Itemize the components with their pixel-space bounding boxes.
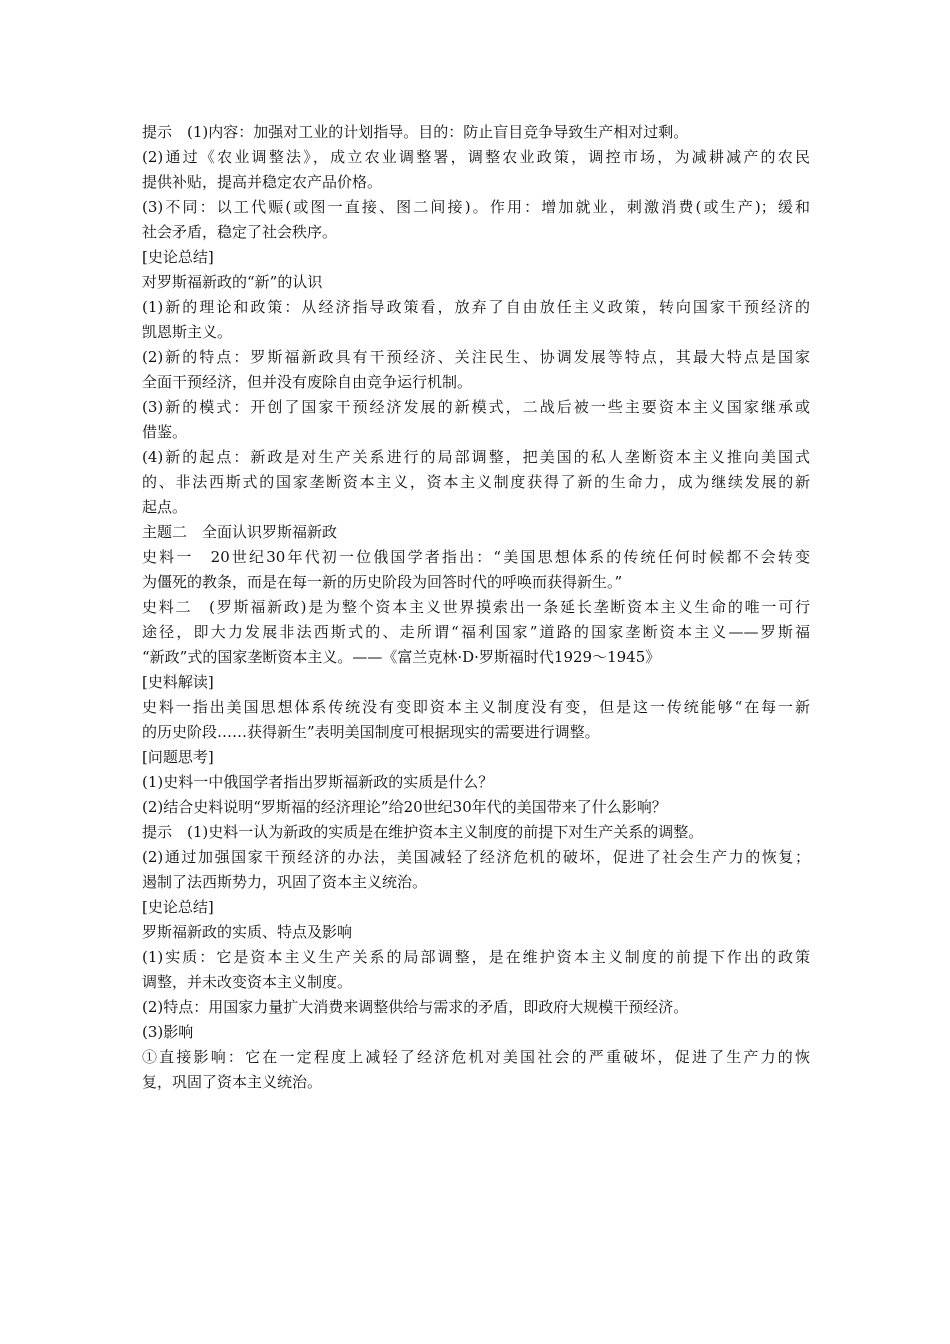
text-line: 为僵死的教条，而是在每一新的历史阶段为回答时代的呼唤而获得新生。” [142, 573, 623, 591]
text-line: 的、非法西斯式的国家垄断资本主义，资本主义制度获得了新的生命力，成为继续发展的新 [142, 473, 810, 491]
text-line: (2)结合史料说明“罗斯福的经济理论”给20世纪30年代的美国带来了什么影响？ [142, 798, 667, 816]
text-line: [问题思考] [142, 748, 214, 766]
text-line: (3)不同：以工代赈(或图一直接、图二间接)。作用：增加就业，刺激消费(或生产)；缓和 [142, 198, 810, 216]
text-line: 途径，即大力发展非法西斯式的、走所谓“福利国家”道路的国家垄断资本主义——罗斯福 [142, 623, 810, 641]
text-line: 罗斯福新政的实质、特点及影响 [142, 923, 353, 941]
text-line: (1)史料一中俄国学者指出罗斯福新政的实质是什么？ [142, 773, 494, 791]
text-line: [史论总结] [142, 898, 214, 916]
text-line: 提示 (1)史料一认为新政的实质是在维护资本主义制度的前提下对生产关系的调整。 [142, 823, 704, 841]
text-line: (2)通过加强国家干预经济的办法，美国减轻了经济危机的破坏，促进了社会生产力的恢复； [142, 848, 810, 866]
text-line: ①直接影响：它在一定程度上减轻了经济危机对美国社会的严重破坏，促进了生产力的恢 [142, 1048, 810, 1066]
text-line: (3)新的模式：开创了国家干预经济发展的新模式，二战后被一些主要资本主义国家继承或 [142, 398, 810, 416]
text-line: 复，巩固了资本主义统治。 [142, 1073, 323, 1091]
text-line: [史料解读] [142, 673, 214, 691]
text-line: [史论总结] [142, 248, 214, 266]
text-line: (4)新的起点：新政是对生产关系进行的局部调整，把美国的私人垄断资本主义推向美国式 [142, 448, 810, 466]
text-line: 提示 (1)内容：加强对工业的计划指导。目的：防止盲目竞争导致生产相对过剩。 [142, 123, 689, 141]
text-line: 社会矛盾，稳定了社会秩序。 [142, 223, 338, 241]
text-line: (2)特点：用国家力量扩大消费来调整供给与需求的矛盾，即政府大规模干预经济。 [142, 998, 689, 1016]
text-line: 调整，并未改变资本主义制度。 [142, 973, 353, 991]
text-line: (1)新的理论和政策：从经济指导政策看，放弃了自由放任主义政策，转向国家干预经济的 [142, 298, 810, 316]
text-line: 遏制了法西斯势力，巩固了资本主义统治。 [142, 873, 428, 891]
text-line: 对罗斯福新政的“新”的认识 [142, 273, 323, 291]
text-line: 借鉴。 [142, 423, 188, 441]
text-line: 起点。 [142, 498, 188, 516]
text-line: 的历史阶段……获得新生”表明美国制度可根据现实的需要进行调整。 [142, 723, 600, 741]
text-line: (1)实质：它是资本主义生产关系的局部调整，是在维护资本主义制度的前提下作出的政策 [142, 948, 810, 966]
text-line: 提供补贴，提高并稳定农产品价格。 [142, 173, 383, 191]
text-line: 史料一 20世纪30年代初一位俄国学者指出：“美国思想体系的传统任何时候都不会转变 [142, 548, 810, 566]
text-line: (3)影响 [142, 1023, 194, 1041]
text-line: 凯恩斯主义。 [142, 323, 233, 341]
document-page [142, 120, 810, 1095]
text-line: 全面干预经济，但并没有废除自由竞争运行机制。 [142, 373, 473, 391]
text-line: 史料二 (罗斯福新政)是为整个资本主义世界摸索出一条延长垄断资本主义生命的唯一可行 [142, 598, 810, 616]
text-line: 史料一指出美国思想体系传统没有变即资本主义制度没有变，但是这一传统能够“在每一新 [142, 698, 810, 716]
text-line: “新政”式的国家垄断资本主义。——《富兰克林·D·罗斯福时代1929～1945》 [142, 648, 661, 666]
text-line: (2)通过《农业调整法》，成立农业调整署，调整农业政策，调控市场，为减耕减产的农民 [142, 148, 810, 166]
text-line: 主题二 全面认识罗斯福新政 [142, 523, 338, 541]
text-line: (2)新的特点：罗斯福新政具有干预经济、关注民生、协调发展等特点，其最大特点是国家 [142, 348, 810, 366]
